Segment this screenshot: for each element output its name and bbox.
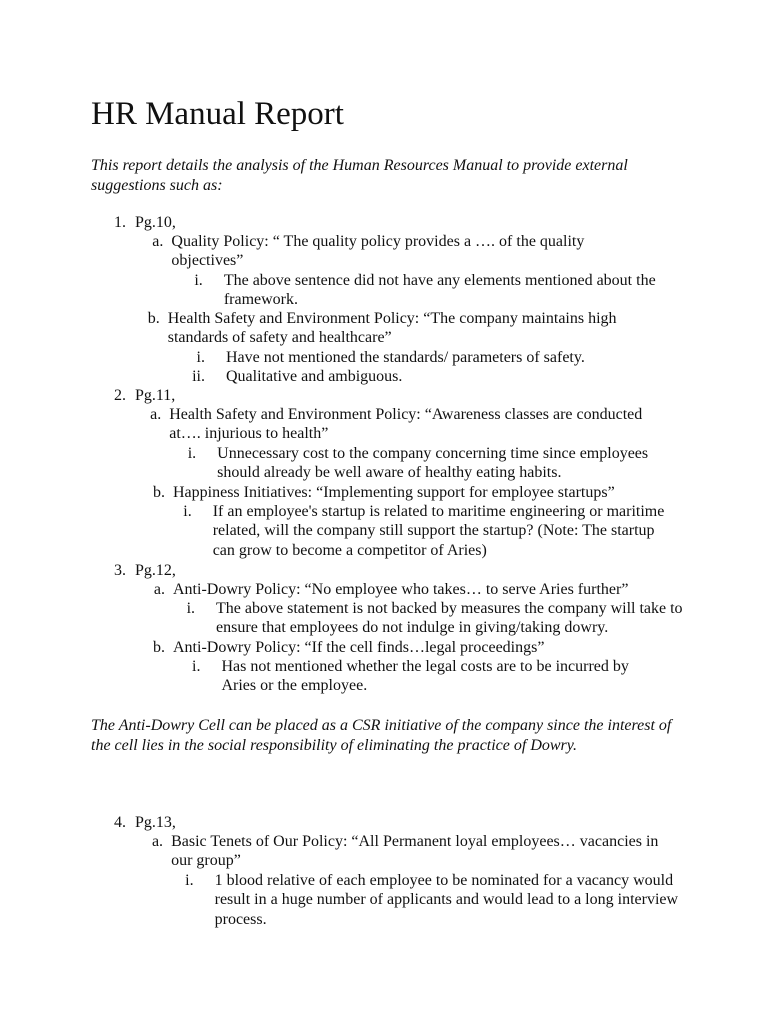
note-text: Have not mentioned the standards/ parameters of safety. [226, 349, 585, 366]
item-label: Pg.11, [135, 387, 176, 404]
item-label: Pg.10, [135, 214, 176, 231]
sub-item-text: Anti-Dowry Policy: “If the cell finds…legal proceedings” [173, 639, 545, 656]
note-text: Unnecessary cost to the company concerning time since employees should already be well aware of healthy eating habits. [217, 445, 649, 482]
sub-item [147, 232, 617, 271]
item-number: 4. [114, 814, 126, 831]
list-item [100, 561, 176, 580]
sub-item-letter: b. [153, 639, 165, 656]
closing-paragraph: The Anti-Dowry Cell can be placed as a CSR initiative of the company since the interest of the cell lies in the social responsibility of eliminating the practice of Dowry. [91, 717, 672, 754]
note-roman: i. [192, 658, 201, 675]
note-text: The above statement is not backed by measures the company will take to ensure that employees do not indulge in giving/taking dowry. [216, 600, 683, 637]
sub-item-letter: a. [153, 581, 165, 598]
note-roman: i. [187, 445, 197, 462]
sub-item [147, 832, 672, 871]
list-item [100, 813, 176, 832]
item-label: Pg.12, [135, 562, 176, 579]
list-item [100, 213, 176, 232]
note-item [183, 502, 678, 560]
sub-item-text: Happiness Initiatives: “Implementing support for employee startups” [173, 484, 615, 501]
note-text: 1 blood relative of each employee to be nominated for a vacancy would result in a huge number of applicants and would lead to a long interview process. [214, 872, 679, 928]
sub-item-letter: a. [152, 233, 164, 250]
list-item [100, 386, 175, 405]
note-text: The above sentence did not have any elements mentioned about the framework. [223, 272, 656, 309]
sub-item-text: Basic Tenets of Our Policy: “All Permanent loyal employees… vacancies in our group” [171, 833, 659, 870]
note-text: Has not mentioned whether the legal costs are to be incurred by Aries or the employee. [221, 658, 629, 695]
sub-item-letter: b. [153, 484, 165, 501]
sub-item [147, 580, 672, 599]
item-number: 2. [114, 387, 126, 404]
sub-item-text: Health Safety and Environment Policy: “The company maintains high standards of safety and healthcare” [167, 310, 617, 347]
intro-paragraph: This report details the analysis of the Human Resources Manual to provide external suggestions such as: [91, 157, 628, 194]
note-item [183, 599, 688, 638]
sub-item-text: Quality Policy: “ The quality policy provides a …. of the quality objectives” [171, 233, 585, 270]
item-number: 3. [114, 562, 126, 579]
note-roman: i. [186, 600, 196, 617]
item-label: Pg.13, [135, 814, 176, 831]
document-title: HR Manual Report [91, 96, 344, 132]
note-item [183, 367, 683, 386]
note-roman: i. [196, 349, 205, 366]
sub-item [147, 309, 647, 348]
note-text: Qualitative and ambiguous. [226, 368, 403, 385]
sub-item-letter: a. [150, 406, 162, 423]
note-roman: i. [194, 272, 203, 289]
sub-item-letter: b. [147, 310, 160, 327]
sub-item [147, 483, 672, 502]
note-roman: ii. [192, 368, 205, 385]
note-item [183, 657, 663, 696]
sub-item [147, 405, 672, 444]
note-text: If an employee's startup is related to maritime engineering or maritime related, will the company still support the startup? (Note: The startup can grow to become a competitor of Aries) [212, 503, 665, 559]
note-item [183, 871, 688, 929]
note-item [183, 271, 683, 310]
sub-item-text: Anti-Dowry Policy: “No employee who takes… to serve Aries further” [173, 581, 629, 598]
note-roman: i. [185, 872, 194, 889]
sub-item-letter: a. [151, 833, 164, 850]
note-roman: i. [183, 503, 192, 520]
item-number: 1. [114, 214, 126, 231]
note-item [183, 348, 683, 367]
note-item [183, 444, 683, 483]
sub-item [147, 638, 672, 657]
sub-item-text: Health Safety and Environment Policy: “Awareness classes are conducted at…. injurious to health” [169, 406, 643, 443]
